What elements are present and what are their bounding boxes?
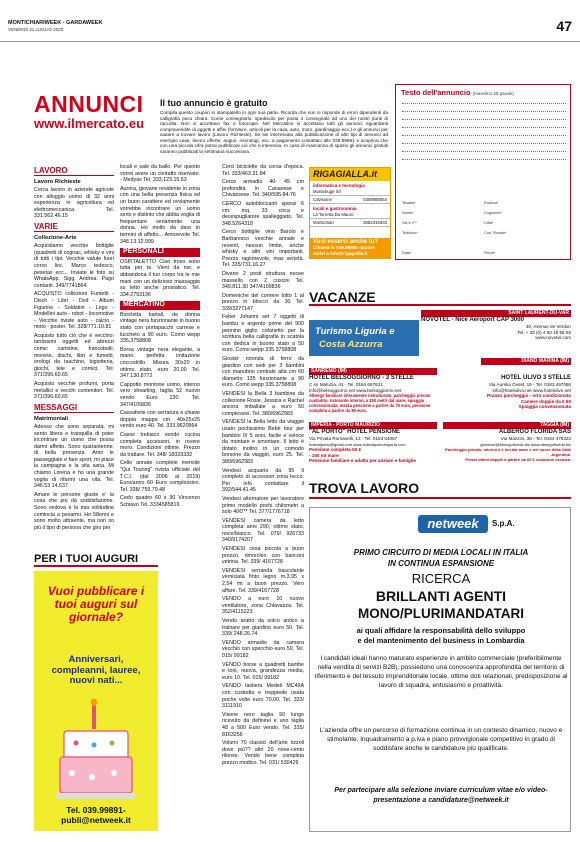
netweek-logo: netweek	[418, 515, 488, 533]
list-item: Acquisto vecchie profumi, porta metallici e vecchi contenitori. Tel. 371/396.60.65	[34, 381, 114, 401]
hotel-desc: Pensione completa 50 €	[309, 447, 362, 453]
coupon-line[interactable]	[402, 151, 566, 152]
column-3	[222, 164, 304, 834]
riga-category: informatica e tecnologia	[313, 183, 365, 188]
list-item: Cerco bottiglie vino Barolo e Barbaresco vecchie annate e recenti, nessun limite, anche whisky e altri vini importanti. Prezzo ragionevole, max serietà. Tel. 335/731.16.27	[222, 229, 304, 269]
coupon-title	[401, 88, 514, 97]
list-item: Amare le persone giuste e' la cosa che più dà soddisfazione. Sono vedova e la mia solitudine comincia a pesarmi. Ho 58enni e sono molto attraente, ma non so più il tipo di persona che giro per	[34, 491, 114, 531]
tourism-banner	[309, 320, 419, 356]
list-item: Vendo aratro da solco antico a trainare per giardino euro 50. Tel. 339/ 248.26.74	[222, 618, 304, 638]
field-data[interactable]: Data*	[402, 251, 412, 255]
list-item: Volumi 70 classici dell'arte rizzoli dove più?? altri 20 nove-cento rilonse. Vendo bene completa prezzo modico. Tel. 031/ 530429	[222, 740, 304, 766]
list-item: Cassaforte con serratura a chiave doppia mappa cm. 40x25x25 vendo euro 40. Tel. 333.9620964	[120, 410, 200, 430]
page-number: 47	[556, 18, 572, 34]
hotel-web[interactable]: info@belsoggiorno.net www.belsoggiorno.net	[309, 387, 402, 393]
auguri-title: PER I TUOI AUGURI	[34, 553, 158, 567]
publication-name: MONTICHIARIWEEK - GARDAWEEK	[8, 20, 103, 26]
coupon-line[interactable]	[402, 143, 566, 144]
hotel-desc: Albergo familiare interamente ristrutturato, parcheggio privato custodito, ristorante interno, a 150 metri dal mare, spiaggia convenzionata, mezza pensione a partire da 70 euro, pensione completa a partire da 80 euro.	[309, 393, 431, 414]
masthead	[0, 0, 580, 42]
sub-lavoro-richieste: Lavoro Richieste	[34, 179, 81, 185]
list-item: VENDO armadio da camera vecchio con specchio euro 50. Tel. 015/ 99182	[222, 639, 304, 659]
ad-paragraph-2: L'azienda offre un percorso di formazione continua in un contesto dinamico, nuovo e stimolante. Inquadramento a p.iva e piano provvigionale competitivo in grado di soddisfare anche le candidature più qualificate.	[319, 727, 563, 752]
riga-row	[310, 188, 390, 196]
list-item: VENDO tastiera Medeli MC49A con custodia e treppiede usata poche volte euro 70,00. Tel. 333/ 3111910	[222, 683, 304, 710]
hotel-al-porto	[309, 422, 437, 464]
vacanze-title: VACANZE	[309, 288, 571, 306]
list-item: ACQUISTO collezioni Fumetti - Disch - Libri - Dvd - Album Figurine - Soldatini - Lego - Modellini auto - robot - locomotive - Vecchie riviste auto - calcio - moto - poster. Tel. 328/771.10.81	[34, 291, 114, 331]
hotel-novotel	[421, 310, 571, 341]
banner-url[interactable]: www.ilmercato.eu	[34, 116, 145, 131]
hotel-florida	[443, 422, 571, 462]
hotel-name: HOTEL ULIVO 3 STELLE	[501, 375, 571, 381]
hotel-desc: Pranzo parcheggio - orto condizionato	[487, 393, 571, 399]
tourism-line-1: Turismo Liguria e	[315, 326, 395, 337]
list-item: Casse trebiaco vendo cucina completa accessori, in rovere moro. Condizioni ottime. Prezzo da trattare. Tel. 348/ 18323332	[120, 431, 200, 458]
field-firma[interactable]: Firma*	[484, 251, 496, 255]
coupon-line[interactable]	[402, 119, 566, 120]
riga-cta-title: Vuoi esserci anche tu?	[313, 238, 379, 245]
trova-lavoro-section	[309, 479, 571, 501]
field-cognome[interactable]: Cognome*	[484, 211, 502, 215]
list-item: Borsa vintage nera elegante, a mano, perfetta imitazione coccodrillo. Misura 30x20 in ottimo stato, euro 20,00 Tel. 347.130.8772	[120, 346, 200, 380]
hotel-ulivo	[443, 368, 571, 410]
ad-line-6: ai quali affidare la responsabilità dello sviluppo	[356, 626, 526, 635]
ad-coupon[interactable]	[395, 84, 571, 260]
list-item: Cello annate complete mensile "Qui Touring" rivista ufficiale del T.C.I. (dal 2006 al 2019) Euro/anno 60 Euro complessivo. Tel. 338/ 759.79.48	[120, 460, 200, 493]
field-rubrica[interactable]: Rubrica*	[484, 201, 499, 205]
hotel-name: NOVOTEL - Nice Aeroport CAP 3000	[421, 317, 524, 323]
ad-paragraph-1: I candidati ideali hanno maturato esperienze in ambito commerciale (preferibilmente nella vendita di servizi B2B), possiedono una conoscenza approfondita del territorio di riferimento e del tessuto imprenditoriale locale, ottime doti relazionali, predisposizione al lavoro di squadra, entusiasmo e proattività.	[314, 655, 568, 689]
hotel-desc: Camere doppie da € 60	[520, 398, 571, 404]
list-item: Cerci biciclette da corsa d'epoca. Tel. 333/463.31.84	[222, 164, 304, 177]
field-via[interactable]: Via e n°*	[402, 221, 417, 225]
hotel-desc: - 150 mt mare	[309, 452, 339, 458]
issue-date: VENERDÌ 31 LUGLIO 2020	[8, 27, 64, 32]
riga-name: Montebuge Srl	[313, 189, 341, 194]
list-item: VENDESI camera da letto completa anni 290, ottimo stato, noce/bianco. Tel. 079/ 926733 340/9174207	[222, 517, 304, 544]
field-testata[interactable]: Testata*	[402, 201, 416, 205]
hotel-name: "AL PORTO" HOTEL PENSIONE	[309, 429, 401, 435]
ad-line-7: e del mantenimento del business in Lombardia	[357, 636, 525, 645]
coupon-line[interactable]	[402, 111, 566, 112]
coupon-line[interactable]	[402, 159, 566, 160]
riga-row	[310, 219, 390, 227]
banner-title: ANNUNCI	[34, 91, 144, 117]
list-item: Acquistiamo vecchie bottiglie (quadretti di cognac, whisky e vini di tutti i tipi. Vecchie valute fuori corso lire, Marco tedesco, pesetas ecc... Inviate le foto su WhatsApp. Sigg. Andrea. Pago contanti. 349/7741864	[34, 243, 114, 289]
list-item: VENDO borse a quadretti bambe e toni, nuova, grandezza media, euro 10. Tel. 015/ 99182	[222, 661, 304, 681]
hotel-desc: Spiaggia convenzionata	[518, 404, 571, 410]
hotel-address: C.so Matuzia, 41 - Tel. 0184 667631	[309, 382, 383, 387]
vacanze-section	[309, 288, 571, 478]
hotel-name: ALBERGO FLORIDA SAS	[498, 429, 571, 435]
list-item: Adesso che sono separata, mi sento libera e tranquilla di poter incontrare un uomo che possa darmi affetto. Sono quarantenne, di bella presenza. Amo le passeggiate e fare sport, mi piace la campagna e la vita sana. Mi chiamo Lorena e ho una grande voglia di rifarmi una vita. Tel. 346.53.14.637	[34, 423, 114, 490]
free-ad-title: Il tuo annuncio è gratuito	[160, 98, 268, 108]
list-item: Vendesi acquario da 95 lt completo di accessori zona lecco. Per info contattare il 392/544.41.45	[222, 467, 304, 494]
riga-name: Montichiari	[313, 220, 334, 225]
list-item: Domeniche del corriere lotto 1 al prezzo in blocco da 30 Tel. 339/3277147	[222, 292, 304, 312]
list-item: Acquisto tutto ciò che è vecchio: tantissimi oggetti ed attrezzi come: cartoline, francobolli, monete, dischi, libri e fumetti, orologi da taschino, bigiotteria, giochi, tele e cornici. Tel. 371/396.60.65	[34, 332, 114, 379]
section-varie: VARIE	[34, 222, 114, 232]
hotel-phone: Tel. + 33 (0) 4 93 19 55 55	[517, 329, 571, 335]
list-item: Cerco armadio 40- 45 cm profondità in Canavese e Chivassese. Tel. 340/595.84.76	[222, 179, 304, 199]
auguri-question: Vuoi pubblicare i tuoi auguri sul giornale?	[47, 584, 145, 624]
riga-name: La Torretta Da Mauro	[313, 212, 354, 217]
ad-headline-1: PRIMO CIRCUITO DI MEDIA LOCALI IN ITALIA	[353, 548, 529, 557]
sub-collezione: Collezione-Arte	[34, 235, 77, 242]
hotel-web[interactable]: gestione@albergoflorida.biz www.albergoflorida.biz	[480, 441, 571, 447]
riga-row	[310, 211, 390, 219]
list-item: Bicicletta bartali, da donna vintage nera funzionante in buono stato con portapacchi carrese e luccheto a 90 euro. Como wepp 335.3758808	[120, 311, 200, 345]
auguri-contact[interactable]: Tel. 039.99891-publi@netweek.it	[61, 805, 131, 825]
ad-ricerca: RICERCA	[411, 571, 471, 586]
coupon-line[interactable]	[402, 135, 566, 136]
riga-category: locali e gastronomia	[313, 206, 357, 211]
coupon-line[interactable]	[402, 103, 566, 104]
tourism-line-2: Costa Azzurra	[319, 339, 383, 350]
coupon-title-text: Testo dell'annuncio	[401, 88, 471, 97]
list-item: VENDESI la Bella letto da viaggio usato pochissimo Bebè tour per bambini 0/ 5 anni, facile e veloce da montare e smontare. Il letto è dotato inoltro in un comodo borsone da viaggio, euro 25. Tel. 380/6962983	[222, 419, 304, 465]
hotel-belsoggiorno	[309, 368, 437, 413]
netweek-ad	[309, 507, 571, 832]
annunci-banner	[34, 92, 158, 147]
coupon-line[interactable]	[402, 127, 566, 128]
hotel-address: Via Aurelia Ovest, 19 - Tel. 0183 497066	[488, 382, 571, 387]
sub-matrimoniali: Matrimoniali	[34, 415, 69, 422]
field-nome[interactable]: Nome*	[402, 211, 414, 215]
list-item: VENDO a euro 10 nuovo ventilatore, zona Chiavazza. Tel. 352/4115223	[222, 596, 304, 616]
list-item: Feber Johanni set 7 oggetti di bambu e argento prime del 900 pennino giglio cofanetto per la scrittura bella calligrafia in scatola con dedica in buono stato a 50 euro. Como wepp 335.3758808	[222, 314, 304, 354]
section-mercatino: MERCATINO	[120, 301, 200, 310]
list-item: Visone nero taglia 50 lungo ricevuto da definirei e uno taglia 48 a 500 Euro vendo. Tel. 335/ 8163256	[222, 711, 304, 738]
cake-icon	[56, 699, 136, 809]
section-lavoro: LAVORO	[34, 166, 114, 176]
hotel-web[interactable]: hotelalporto@gmail.com www.hotelalportoimperia.com	[309, 441, 406, 447]
list-item: VENDESI serranda basculante verniciata finto legno m.3,95 x 2,54 mt a buon prezzo. Vero affare. Tel. 339/4167728	[222, 567, 304, 594]
field-citta[interactable]: Città*	[484, 221, 494, 225]
location-band: SAINT LAURENT-DU-VAR	[421, 310, 571, 317]
ad-agenti: BRILLANTI AGENTI	[375, 588, 507, 604]
hotel-desc: Pensione familiare e adatta per anziani e famiglie	[309, 458, 416, 464]
list-item: Cerca lavoro in aziende agricole con alloggio uomo di 32 anni esperienza in agricoltura ed elettromeccanica. Tel. 331.562.46.15	[34, 187, 114, 220]
free-ad-info	[160, 98, 388, 170]
auguri-answer: Anniversari, compleanni, lauree, nuovi nati...	[51, 654, 141, 686]
column-2	[120, 164, 200, 550]
hotel-web[interactable]: www.novotel.com	[535, 335, 571, 341]
list-item: CERCO autobloccanti spessi 6 cm. mq. 33 circa e decespugliatore spalleggiato. Tel. 348.5264318	[222, 200, 304, 227]
list-item: locali e sale da ballo. Per questo vorrei avere un contatto riservato. - Medyas Tel. 333.123.15.63	[120, 164, 200, 184]
location-band: IMPERIA - PORTO MAURIZIO	[309, 422, 437, 429]
column-1	[34, 164, 114, 550]
list-item: VENDESI cesa piccola a buon prezzo, rimorchio con banconi vetrina. Tel. 339/ 4167728	[222, 546, 304, 566]
riga-row	[310, 196, 390, 204]
list-item: Aurora, giovane residente in zona con una bella presenza fisica ed un buon carattere ed ovviamente vorrebbe incontrare un uomo serio e distinto che abbia voglia di frequentare seriamente una donna. Ho molto da dare in termini di affetto... Amorevole Tel. 348.13.12.999	[120, 185, 200, 245]
trova-lavoro-title: TROVA LAVORO	[309, 479, 571, 499]
field-telefono[interactable]: Telefono*	[402, 231, 418, 235]
netweek-spa: S.p.A.	[492, 519, 515, 528]
rigagialla-box	[309, 167, 391, 259]
location-band: TAGGIA (IM)	[443, 422, 571, 429]
rigagialla-logo: RIGAGIALLA.it	[310, 168, 390, 181]
hotel-desc: Prezzi ottimi doppie a partire da 60 € colazione esclusa.	[465, 457, 571, 463]
list-item: Cedo quadro 60 x 90 Vincenzo Schiavo Tel. 3334585819	[120, 495, 200, 508]
section-personali: PERSONALI	[120, 248, 200, 257]
list-item: VENDESI la Bella 3 bambine da collezione Rosie, Jessica e Rachel ancora imballate a euro 50 complessivi. Tel. 380/6962983	[222, 391, 304, 417]
ad-mandatari: MONO/PLURIMANDATARI	[358, 606, 524, 621]
riga-cta-text: Chiama lo 039.99891 oppure scrivi a info@rigagialla.it	[313, 245, 375, 256]
list-item: Cappotto montone uomo, interno vero shearling, taglia 52 nuovo vendo Euro 230. Tel. 347/4109836	[120, 381, 200, 408]
riga-phone: 3662315933	[363, 220, 387, 225]
hotel-desc: Parcheggio privato, interno a 1 km dal mare e nel cuore della Valle Argentina.	[445, 447, 571, 458]
ad-headline-2: IN CONTINUA ESPANSIONE	[387, 559, 495, 568]
free-ad-text: Compila questo coupon in stampatello in ogni sua parte. Ricorda che non si risponde di errori dipendenti da calligrafia poco chiara. Come consegnarlo: spediscilo per posta o consegnalo ad uno dei nostri punti di raccolta. Non si accettano fax o fotocopie. Nel Mercatino si accettano tutti gli annunci riguardanti compravendite di oggetti e affini (forniture, articoli per la casa, auto, moto, giardinaggio ecc.) e gli annunci per aiutare a trovare lavoro (Lavoro Richieste). Se sei interessato alla pubblicazione di altri tipi di annunci ad esempio case, lavoro offerte, auguri, necrologi, ecc. a pagamento contattaci allo 039.99891 e scoprirai che con una piccola cifra potrai pubblicare ciò che ti interessa. In caso di mancanza di spazio gli annunci gratuiti saranno pubblicati la settimana successiva.	[160, 110, 388, 154]
band-diano	[481, 358, 571, 365]
location-band: SANREMO (IM)	[309, 368, 437, 375]
list-item: Divano 2 posti struttura nocee massello con 2 cuscini Tel. 349.811.30 347/4109836	[222, 270, 304, 291]
coupon-note: (massimo 20 parole)	[472, 91, 514, 96]
riga-phone: 0309888554	[363, 197, 387, 202]
riga-cta[interactable]	[310, 238, 390, 259]
riga-name: Cdvisione	[313, 197, 332, 202]
location-band: DIANO MARINA (IM)	[481, 358, 571, 365]
hotel-address: 40, Avenue de Verdun	[525, 324, 571, 329]
ad-paragraph-3[interactable]: Per partecipare alla selezione inviare curriculum vitae e/o video-presentazione a candidature@netweek.it	[334, 787, 548, 804]
section-messaggi: MESSAGGI	[34, 403, 114, 413]
field-codfiscale[interactable]: Cod. Fiscale*	[484, 231, 507, 235]
hotel-name: HOTEL BELSOGGIORNO - 3 STELLE	[309, 375, 414, 381]
list-item: Gioster rotonda di ferro da giardino con sedi per 3 bambini con manubrio centrale alta cm 60 diametro 135 funzionante a 90 euro. Como wepp 335.3758808	[222, 356, 304, 389]
list-item: OSPITALETTO Ciao trovo sono tutta per te. Vieni da me, e abbandona il tuo corpo tra le mie mani con un delizioso massaggio su letto anche prostatico. Tel. 334.2753196	[120, 258, 200, 298]
hotel-web[interactable]: info@hotelulivo.net www.hotelulivo.net	[492, 387, 571, 393]
auguri-ad	[34, 571, 158, 831]
hotel-address: Via Mazzini, 38 - Tel. 0184 475323	[500, 436, 571, 441]
list-item: Vendesi alternatore per lavoratore primo modello pochi chilometri a solo 40€!** Tel. 377/1776718	[222, 495, 304, 516]
hotel-address: Via Privata Romanelli, 13 - Tel. 0183 64087	[309, 436, 398, 441]
